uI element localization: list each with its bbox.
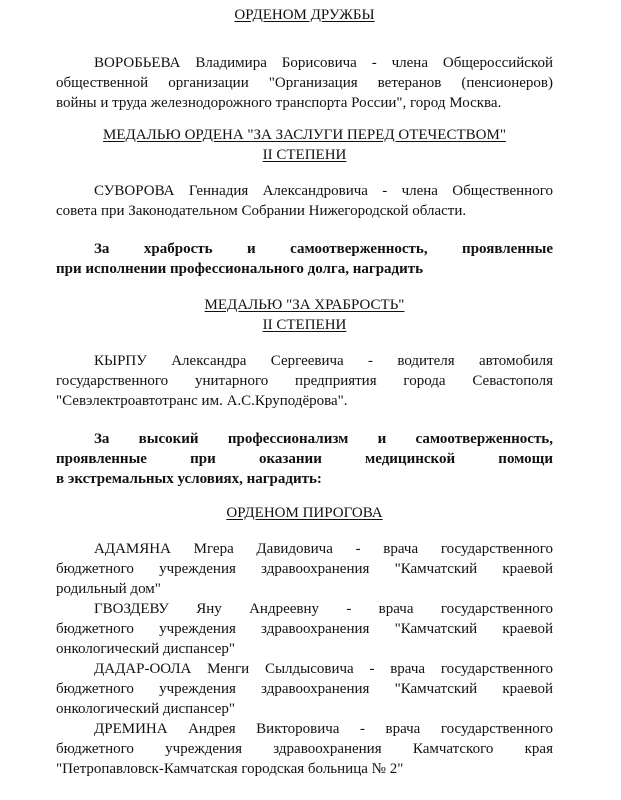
recipient-line: бюджетного учреждения здравоохранения "Камчатский краевой [56, 621, 553, 637]
award-intro: проявленные при оказании медицинской помощи [56, 451, 553, 467]
award-heading: МЕДАЛЬЮ "ЗА ХРАБРОСТЬ" [204, 297, 405, 313]
recipient-line: "Севэлектроавтотранс им. А.С.Круподёрова". [56, 393, 348, 409]
award-intro: За высокий профессионализм и самоотверженность, [94, 431, 553, 447]
recipient-line: АДАМЯНА Мгера Давидовича - врача государственного [94, 541, 553, 557]
recipient-line: онкологический диспансер" [56, 641, 235, 657]
recipient-line: ДАДАР-ООЛА Менги Сылдысовича - врача государственного [94, 661, 553, 677]
award-intro: при исполнении профессионального долга, наградить [56, 261, 424, 277]
recipient-line: бюджетного учреждения здравоохранения "Камчатский краевой [56, 561, 553, 577]
award-heading: МЕДАЛЬЮ ОРДЕНА "ЗА ЗАСЛУГИ ПЕРЕД ОТЕЧЕСТВОМ" [103, 127, 506, 143]
award-intro: в экстремальных условиях, наградить: [56, 471, 322, 487]
award-heading-degree: II СТЕПЕНИ [262, 317, 347, 333]
award-intro: За храбрость и самоотверженность, проявленные [94, 241, 553, 257]
recipient-line: бюджетного учреждения здравоохранения "Камчатский краевой [56, 681, 553, 697]
recipient-line: ДРЕМИНА Андрея Викторовича - врача государственного [94, 721, 553, 737]
recipient-line: ВОРОБЬЕВА Владимира Борисовича - члена Общероссийской [94, 55, 553, 71]
recipient-line: войны и труда железнодорожного транспорта России", город Москва. [56, 95, 502, 111]
recipient-line: бюджетного учреждения здравоохранения Камчатского края [56, 741, 553, 757]
recipient-line: государственного унитарного предприятия города Севастополя [56, 373, 553, 389]
award-heading: ОРДЕНОМ ПИРОГОВА [226, 505, 383, 521]
recipient-line: общественной организации "Организация ветеранов (пенсионеров) [56, 75, 553, 91]
recipient-line: родильный дом" [56, 581, 161, 597]
award-heading-degree: II СТЕПЕНИ [262, 147, 347, 163]
recipient-line: СУВОРОВА Геннадия Александровича - члена Общественного [94, 183, 553, 199]
recipient-line: "Петропавловск-Камчатская городская больница № 2" [56, 761, 404, 777]
award-heading: ОРДЕНОМ ДРУЖБЫ [234, 7, 375, 23]
recipient-line: ГВОЗДЕВУ Яну Андреевну - врача государственного [94, 601, 553, 617]
recipient-line: совета при Законодательном Собрании Нижегородской области. [56, 203, 467, 219]
recipient-line: КЫРПУ Александра Сергеевича - водителя автомобиля [94, 353, 553, 369]
recipient-line: онкологический диспансер" [56, 701, 235, 717]
